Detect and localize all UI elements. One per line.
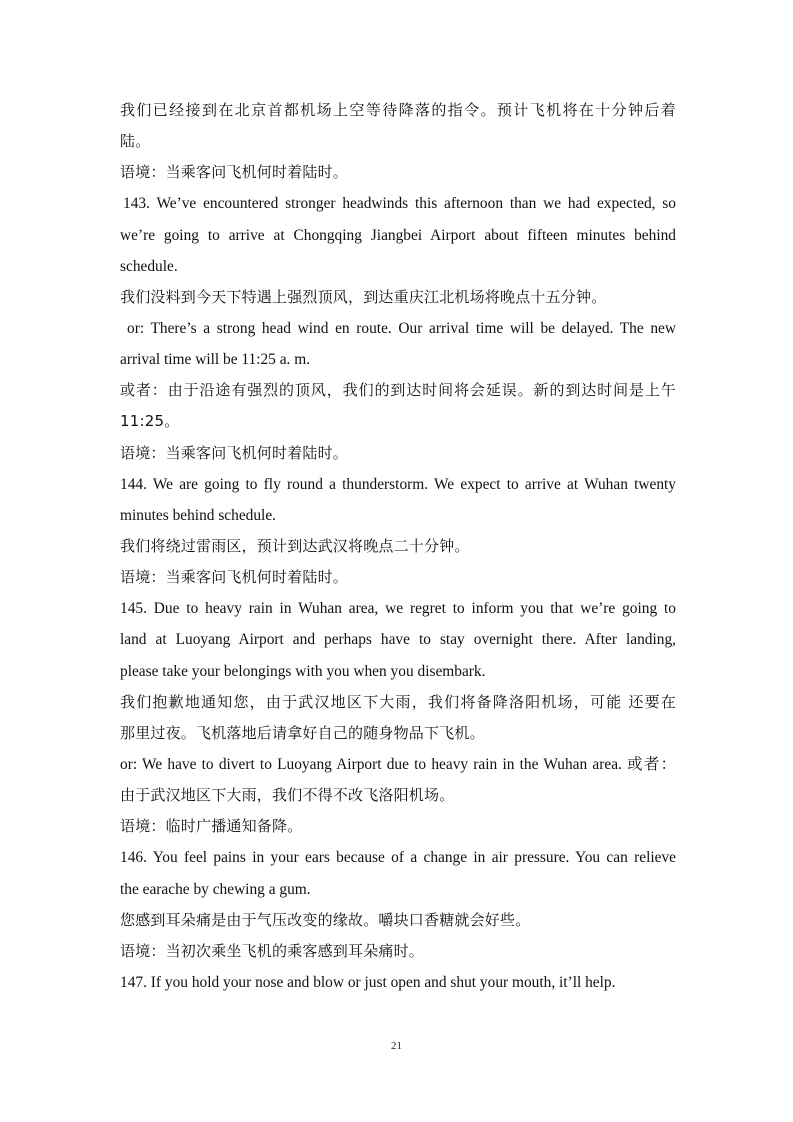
- text-line: schedule.: [120, 257, 178, 275]
- document-body: [120, 95, 676, 998]
- text-line: 我们抱歉地通知您，由于武汉地区下大雨，我们将备降洛阳机场，可能 还要在: [120, 692, 676, 711]
- text-line: please take your belongings with you when you disembark.: [120, 662, 486, 680]
- text-line: 144. We are going to fly round a thunderstorm. We expect to arrive at Wuhan twenty: [120, 475, 676, 493]
- text-line: 由于武汉地区下大雨，我们不得不改飞洛阳机场。: [120, 786, 455, 805]
- text-line: 语境：当初次乘坐飞机的乘客感到耳朵痛时。: [120, 941, 425, 960]
- text-line: the earache by chewing a gum.: [120, 880, 311, 898]
- text-line: arrival time will be 11:25 a. m.: [120, 351, 311, 369]
- text-line: 143. We’ve encountered stronger headwinds this afternoon than we had expected, so: [123, 195, 676, 213]
- text-line: 语境：当乘客问飞机何时着陆时。: [120, 568, 349, 587]
- text-line: minutes behind schedule.: [120, 506, 277, 524]
- text-line: or: We have to divert to Luoyang Airport due to heavy rain in the Wuhan area. 或者：: [120, 755, 676, 773]
- text-line: land at Luoyang Airport and perhaps have to stay overnight there. After landing,: [120, 631, 676, 649]
- text-line: 陆。: [120, 132, 151, 151]
- text-line: 语境：临时广播通知备降。: [120, 817, 303, 836]
- text-line: 147. If you hold your nose and blow or just open and shut your mouth, it’ll help.: [120, 973, 616, 991]
- text-line: 我们已经接到在北京首都机场上空等待降落的指令。预计飞机将在十分钟后着: [120, 101, 676, 119]
- page-number: 21: [391, 1040, 402, 1052]
- text-line: 146. You feel pains in your ears because of a change in air pressure. You can relieve: [120, 849, 676, 867]
- text-line: 您感到耳朵痛是由于气压改变的缘故。嚼块口香糖就会好些。: [120, 910, 531, 929]
- text-line: 语境：当乘客问飞机何时着陆时。: [120, 443, 349, 462]
- text-line: 145. Due to heavy rain in Wuhan area, we regret to inform you that we’re going to: [120, 600, 676, 618]
- text-line: or: There’s a strong head wind en route. Our arrival time will be delayed. The new: [127, 319, 676, 337]
- text-line: 11:25。: [120, 412, 180, 431]
- text-line: 那里过夜。飞机落地后请拿好自己的随身物品下飞机。: [120, 723, 485, 742]
- text-line: 我们没料到今天下特遇上强烈顶风，到达重庆江北机场将晚点十五分钟。: [120, 287, 607, 306]
- text-line: 或者：由于沿途有强烈的顶风，我们的到达时间将会延误。新的到达时间是上午: [120, 381, 676, 400]
- text-line: 我们将绕过雷雨区，预计到达武汉将晚点二十分钟。: [120, 536, 470, 555]
- text-line: 语境：当乘客问飞机何时着陆时。: [120, 163, 349, 182]
- text-line: we’re going to arrive at Chongqing Jiangbei Airport about fifteen minutes behind: [120, 226, 676, 244]
